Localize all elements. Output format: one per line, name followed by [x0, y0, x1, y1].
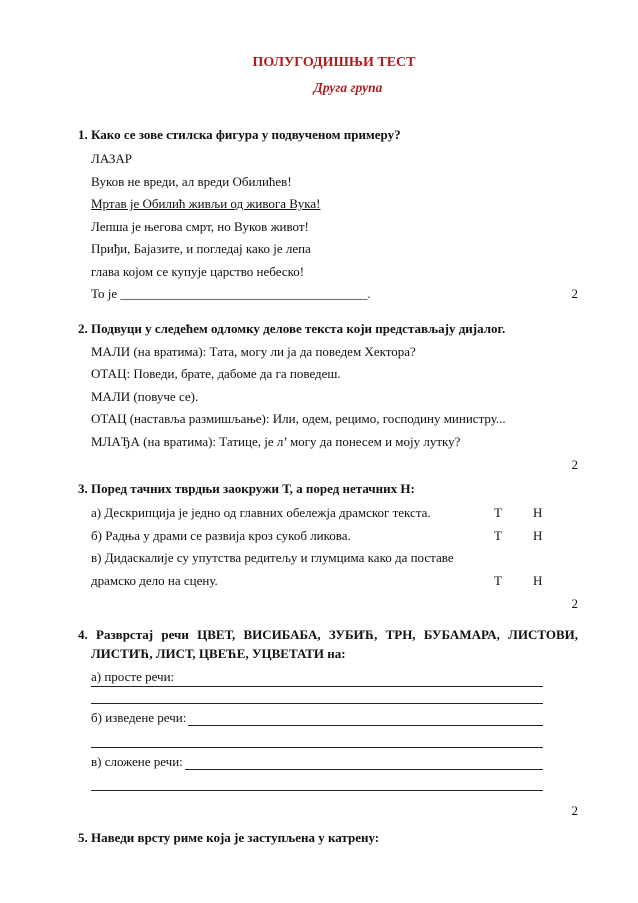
- q3-true-option[interactable]: Т: [494, 573, 502, 588]
- compound-words-label: в) сложене речи:: [91, 754, 183, 769]
- q3-false-option[interactable]: Н: [533, 573, 543, 588]
- q1-line: ЛАЗАР: [91, 151, 133, 166]
- q3-points: 2: [571, 596, 578, 611]
- question-4-continued: ЛИСТИЋ, ЛИСТ, ЦВЕЋЕ, УЦВЕТАТИ на:: [91, 646, 346, 661]
- q1-line: Лепша је његова смрт, но Вуков живот!: [91, 219, 309, 234]
- q1-line: Вуков не вреди, ал вреди Обилићев!: [91, 174, 292, 189]
- q2-points: 2: [571, 457, 578, 472]
- q4-points: 2: [571, 803, 578, 818]
- question-3: 3. Поред тачних тврдњи заокружи Т, а поред нетачних Н:: [78, 481, 415, 496]
- q3-false-option[interactable]: Н: [533, 505, 543, 520]
- question-5: 5. Наведи врсту риме која је заступљена у катрену:: [78, 830, 380, 845]
- q1-answer-line[interactable]: То је ______________________________________.: [91, 286, 371, 301]
- q3-statement: драмско дело на сцену.: [91, 573, 218, 588]
- q1-line: Приђи, Бајазите, и погледај како је лепа: [91, 241, 311, 256]
- q2-line: ОТАЦ (наставља размишљање): Или, одем, рецимо, господину министру...: [91, 411, 506, 426]
- question-1: 1. Како се зове стилска фигура у подвученом примеру?: [78, 127, 401, 142]
- question-2: 2. Подвуци у следећем одломку делове текста који представљају дијалог.: [78, 321, 506, 336]
- answer-blank-derived-2[interactable]: [91, 747, 543, 748]
- derived-words-label: б) изведене речи:: [91, 710, 187, 725]
- q3-statement: а) Дескрипција је једно од главних обележја драмског текста.: [91, 505, 431, 520]
- q3-false-option[interactable]: Н: [533, 528, 543, 543]
- q1-line: глава којом се купује царство небеско!: [91, 264, 305, 279]
- q1-points: 2: [571, 286, 578, 301]
- q2-line: ОТАЦ: Поведи, брате, дабоме да га поведеш.: [91, 366, 341, 381]
- q2-line: МАЛИ (повуче се).: [91, 389, 199, 404]
- q3-true-option[interactable]: Т: [494, 505, 502, 520]
- q1-underlined-line: Мртав је Обилић живљи од живога Вука!: [91, 196, 321, 211]
- simple-words-label: а) просте речи:: [91, 669, 175, 684]
- answer-blank-compound-2[interactable]: [91, 790, 543, 791]
- q3-statement: б) Радња у драми се развија кроз сукоб ликова.: [91, 528, 351, 543]
- page-subtitle: Друга група: [313, 80, 383, 95]
- answer-blank-simple[interactable]: [91, 686, 543, 687]
- page-title: ПОЛУГОДИШЊИ ТЕСТ: [252, 55, 416, 70]
- answer-blank-simple-2[interactable]: [91, 703, 543, 704]
- q2-line: МЛАЂА (на вратима): Татице, је л’ могу да понесем и моју лутку?: [91, 434, 461, 449]
- q3-statement: в) Дидаскалије су упутства редитељу и глумцима како да поставе: [91, 550, 454, 565]
- question-4: 4. Разврстај речи ЦВЕТ, ВИСИБАБА, ЗУБИЋ, ТРН, БУБАМАРА, ЛИСТОВИ,: [78, 627, 578, 642]
- q3-true-option[interactable]: Т: [494, 528, 502, 543]
- q2-line: МАЛИ (на вратима): Тата, могу ли ја да поведем Хектора?: [91, 344, 416, 359]
